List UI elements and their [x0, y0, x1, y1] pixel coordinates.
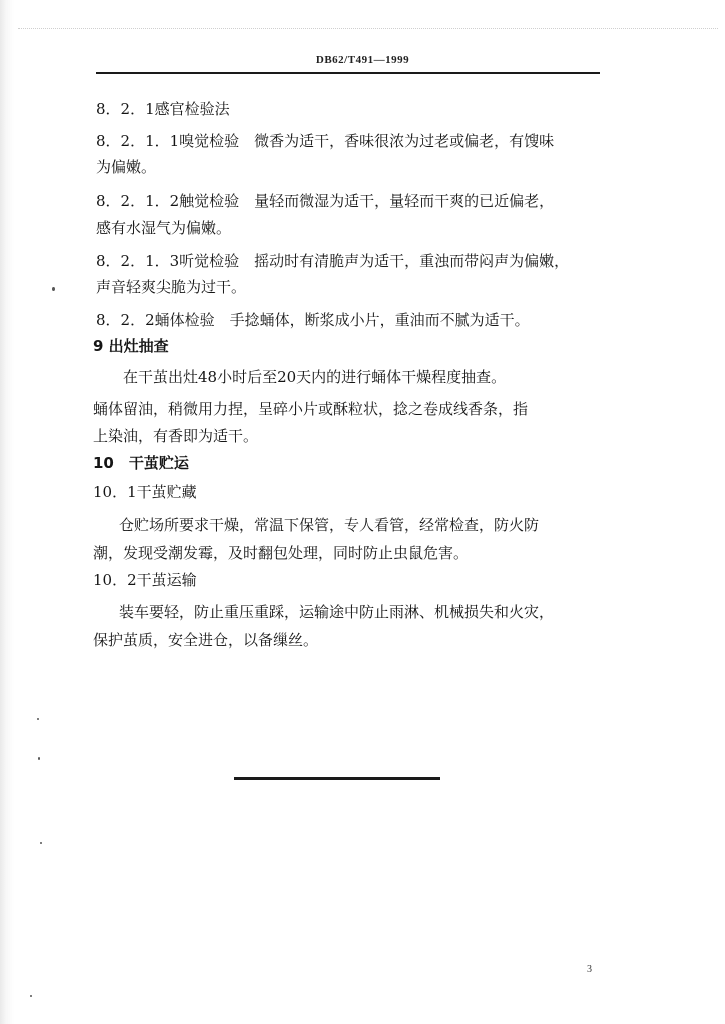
clause-8-2-1-1: 8．2．1．1嗅觉检验 微香为适干，香味很浓为过老或偏老，有馊味	[96, 132, 555, 150]
text-line: 潮，发现受潮发霉，及时翻包处理，同时防止虫鼠危害。	[93, 544, 469, 562]
clause-8-2-1-3: 8．2．1．3听觉检验 摇动时有清脆声为适干，重浊而带闷声为偏嫩，	[96, 252, 570, 270]
clause-8-2-1-2: 8．2．1．2触觉检验 量轻而微湿为适干，量轻而干爽的已近偏老，	[96, 192, 555, 210]
text-line: 蛹体留油，稍微用力捏，呈碎小片或酥粒状，捻之卷成线香条，指	[93, 400, 529, 418]
scan-speck	[37, 718, 39, 720]
scan-speck	[40, 842, 42, 844]
section-10-2: 10．2干茧运输	[93, 571, 197, 589]
scan-speck	[38, 757, 40, 760]
document-code: DB62/T491—1999	[315, 54, 410, 66]
section-10-1: 10．1干茧贮藏	[93, 483, 197, 501]
text-line: 声音轻爽尖脆为过干。	[96, 278, 247, 296]
section-9-heading: 9 出灶抽查	[93, 337, 169, 355]
scan-edge	[0, 0, 14, 1024]
text-line: 装车要轻，防止重压重踩，运输途中防止雨淋、机械损失和火灾，	[119, 603, 555, 621]
text-line: 在干茧出灶48小时后至20天内的进行蛹体干燥程度抽查。	[123, 368, 507, 386]
text-line: 为偏嫩。	[96, 158, 157, 176]
scan-speck	[52, 287, 55, 291]
section-10-heading: 10 干茧贮运	[93, 454, 189, 472]
header-rule	[96, 72, 600, 74]
text-line: 上染油，有香即为适干。	[93, 427, 259, 445]
text-line: 保护茧质，安全进仓，以备缫丝。	[93, 631, 319, 649]
end-rule	[234, 777, 440, 780]
section-8-2-1: 8．2．1感官检验法	[96, 100, 230, 118]
scan-artifact	[18, 28, 718, 31]
page-number: 3	[587, 964, 592, 975]
scan-speck	[30, 995, 32, 997]
text-line: 感有水湿气为偏嫩。	[96, 219, 232, 237]
clause-8-2-2: 8．2．2蛹体检验 手捻蛹体，断浆成小片，重油而不腻为适干。	[96, 311, 530, 329]
text-line: 仓贮场所要求干燥，常温下保管，专人看管，经常检查，防火防	[119, 516, 540, 534]
